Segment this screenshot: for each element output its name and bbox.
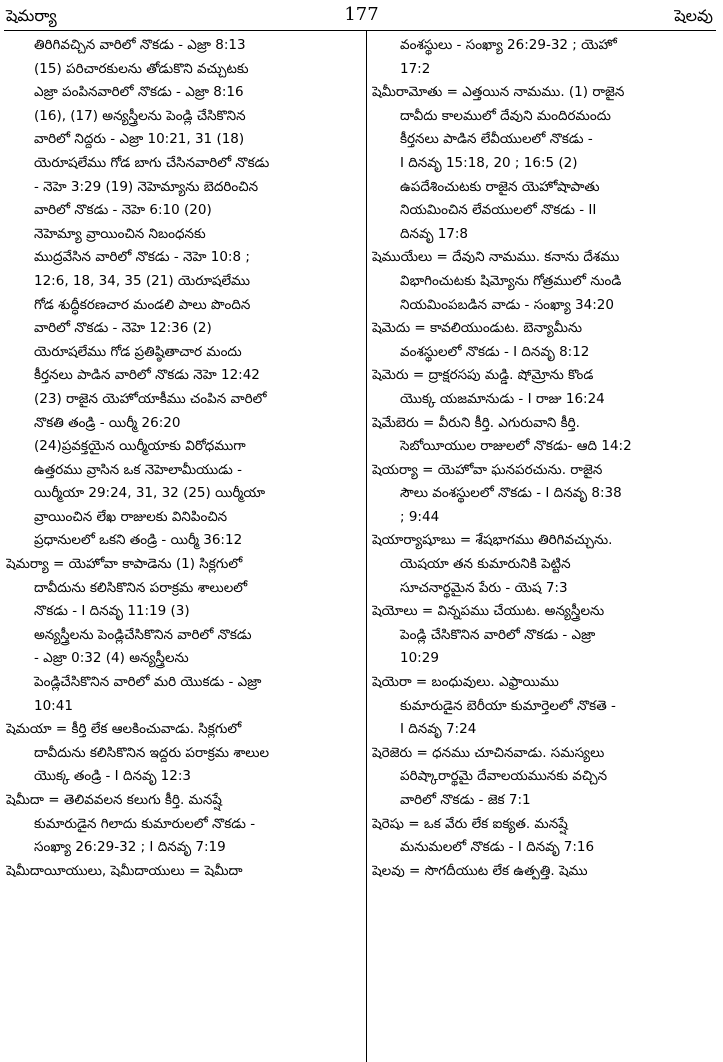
entry-line: యెరూషలేము గోడ ప్రతిష్ఠితాచార మందు: [34, 343, 242, 360]
entry-headword-line: షెలవు = సొగదీయుట లేక ఉత్పత్తి. షెము: [372, 862, 588, 879]
entry-line: యెరూషలేము గోడ బాగు చేసినవారిలో నొకడు: [34, 154, 270, 171]
entry-line: ఎజ్రా పంపినవారిలో నొకడు - ఎజ్రా 8:16: [34, 84, 244, 101]
entry-line: యెషయా తన కుమారునికి పెట్టిన: [400, 556, 571, 573]
entry-line: కీర్తనలు పాడిన వారిలో నొకడు నెహె 12:42: [34, 367, 260, 384]
page-number: 177: [344, 4, 379, 25]
entry-line: I దినవృ 7:24: [400, 721, 477, 738]
entry-headword-line: షెమయా = కీర్తి లేక ఆలకించువాడు. సిక్లగులో: [6, 721, 242, 738]
column-divider: [366, 31, 367, 1062]
header-rule: [4, 30, 716, 31]
entry-headword-line: షెమేబెరు = వీరుని కీర్తి. ఎగురువాని కీర్తి.: [372, 414, 580, 431]
entry-line: 17:2: [400, 60, 431, 77]
entry-line: పరిష్కారార్థమై దేవాలయమునకు వచ్చిన: [400, 768, 608, 785]
entry-line: కుమారుడైన బెరీయా కుమార్తెలలో నొకతె -: [400, 697, 616, 714]
entry-headword-line: షెరెజెరు = ధనము చూచినవాడు. సమస్యలు: [372, 744, 605, 761]
right-column: [372, 34, 717, 883]
entry-line: వారిలో నొకడు - నెహె 6:10 (20): [34, 202, 212, 219]
entry-line: నియమింపబడిన వాడు - సంఖ్యా 34:20: [400, 296, 614, 313]
entry-line: - ఎజ్రా 0:32 (4) అన్యస్త్రీలను: [34, 650, 189, 667]
entry-line: వారిలో నిద్దరు - ఎజ్రా 10:21, 31 (18): [34, 131, 245, 148]
entry-headword-line: షెయర్యా = యెహోవా ఘనపరచును. రాజైన: [372, 461, 603, 478]
entry-headword-line: షెరెషు = ఒక వేరు లేక ఐక్యత. మనష్షే: [372, 815, 568, 832]
entry-line: దావీదు కాలములో దేవుని మందిరమందు: [400, 107, 611, 124]
entry-headword-line: షెమీరామోతు = ఎత్తయిన నామము. (1) రాజైన: [372, 84, 625, 101]
entry-line: - నెహె 3:29 (19) నెహెమ్యాను బెదరించిన: [34, 178, 259, 195]
entry-line: (15) పరిచారకులను తోడుకొని వచ్చుటకు: [34, 60, 249, 77]
entry-line: (24)ప్రవక్తయైన యిర్మీయాకు విరోధముగా: [34, 438, 246, 455]
entry-headword-line: షెమెరు = ద్రాక్షరసపు మడ్డి. షోమ్రోను కొండ: [372, 367, 594, 384]
entry-line: సౌలు వంశస్థులలో నొకడు - I దినవృ 8:38: [400, 485, 622, 502]
entry-line: వ్రాయించిన లేఖ రాజులకు వినిపించిన: [34, 508, 228, 525]
entry-line: వంశస్థులలో నొకడు - I దినవృ 8:12: [400, 343, 590, 360]
entry-line: 10:41: [34, 697, 73, 714]
entry-line: ఉపదేశించుటకు రాజైన యెహోషాపాతు: [400, 178, 600, 195]
running-head-right: షెలవు: [674, 6, 713, 25]
entry-line: సంఖ్యా 26:29-32 ; I దినవృ 7:19: [34, 839, 226, 856]
entry-line: I దినవృ 15:18, 20 ; 16:5 (2): [400, 154, 578, 171]
entry-line: పెండ్లిచేసికొనిన వారిలో మరి యొకడు - ఎజ్రా: [34, 674, 262, 691]
entry-headword-line: షెయోలు = విన్నపము చేయుట. అన్యస్త్రీలను: [372, 603, 605, 620]
entry-line: వారిలో నొకడు - జెక 7:1: [400, 792, 531, 808]
entry-line: తిరిగివచ్చిన వారిలో నొకడు - ఎజ్రా 8:13: [34, 37, 246, 53]
entry-line: కీర్తనలు పాడిన లేవీయులలో నొకడు -: [400, 131, 593, 148]
entry-line: కుమారుడైన గిలాదు కుమారులలో నొకడు -: [34, 815, 256, 832]
entry-line: యిర్మీయా 29:24, 31, 32 (25) యిర్మీయా: [34, 485, 266, 502]
entry-headword-line: షెయార్యాషూబు = శేషభాగము తిరిగివచ్చును.: [372, 532, 613, 549]
entry-line: గోడ శుద్ధీకరణచార మండలి పాలు పొందిన: [34, 296, 251, 313]
entry-line: యొక్క తండ్రి - I దినవృ 12:3: [34, 768, 191, 785]
entry-line: వంశస్థులు - సంఖ్యా 26:29-32 ; యెహో: [400, 37, 617, 53]
entry-headword-line: షెయెరా = బంధువులు. ఎఫ్రాయిము: [372, 674, 559, 691]
entry-line: ఉత్తరము వ్రాసిన ఒక నెహెలామీయుడు -: [34, 461, 242, 478]
entry-line: దావీదును కలిసికొనిన పరాక్రమ శాలులలో: [34, 579, 248, 596]
entry-line: సెబోయీయుల రాజులలో నొకడు- ఆది 14:2: [400, 438, 632, 455]
entry-line: విభాగించుటకు షిమ్యోను గోత్రములో నుండి: [400, 272, 622, 289]
entry-line: ముద్రవేసిన వారిలో నొకడు - నెహె 10:8 ;: [34, 249, 250, 266]
page-header: [0, 0, 723, 34]
entry-line: అన్యస్త్రీలను పెండ్లిచేసికొనిన వారిలో నొకడు: [34, 626, 252, 643]
entry-headword-line: షెమీదాయీయులు, షెమీదాయులు = షెమీదా: [6, 862, 243, 879]
entry-headword-line: షెముయేలు = దేవుని నామము. కనాను దేశము: [372, 249, 620, 266]
entry-line: వారిలో నొకడు - నెహె 12:36 (2): [34, 320, 212, 337]
entry-line: (16), (17) అన్యస్త్రీలను పెండ్లి చేసికొనిన: [34, 107, 246, 124]
entry-line: నియమించిన లేవయులలో నొకడు - II: [400, 202, 597, 219]
entry-line: మనుమలలో నొకడు - I దినవృ 7:16: [400, 839, 595, 856]
entry-headword-line: షెమెదు = కావలియుండుట. బెన్యామీను: [372, 320, 583, 337]
entry-line: యొక్క యజమానుడు - I రాజు 16:24: [400, 390, 605, 407]
entry-line: 10:29: [400, 650, 439, 667]
entry-headword-line: షెమర్యా = యెహోవా కాపాడెను (1) సిక్లగులో: [6, 556, 243, 573]
entry-line: దావీదును కలిసికొనిన ఇద్దరు పరాక్రమ శాలుల: [34, 744, 270, 761]
entry-line: ప్రధానులలో ఒకని తండ్రి - యిర్మీ 36:12: [34, 532, 243, 549]
entry-line: సూచనార్థమైన పేరు - యెష 7:3: [400, 579, 568, 596]
entry-line: ; 9:44: [400, 508, 440, 525]
entry-line: నొకతి తండ్రి - యిర్మీ 26:20: [34, 414, 181, 431]
left-column: [6, 34, 358, 883]
entry-line: పెండ్లి చేసికొనిన వారిలో నొకడు - ఎజ్రా: [400, 626, 596, 643]
entry-line: (23) రాజైన యెహోయాకీము చంపిన వారిలో: [34, 390, 267, 407]
entry-line: 12:6, 18, 34, 35 (21) యెరూషలేము: [34, 272, 251, 289]
entry-line: దినవృ 17:8: [400, 225, 469, 242]
running-head-left: షెమర్యా: [6, 6, 57, 25]
entry-headword-line: షెమీదా = తెలివవలన కలుగు కీర్తి. మనష్షే: [6, 792, 222, 808]
entry-line: నొకడు - I దినవృ 11:19 (3): [34, 603, 190, 620]
entry-line: నెహెమ్యా వ్రాయించిన నిబంధనకు: [34, 225, 206, 242]
